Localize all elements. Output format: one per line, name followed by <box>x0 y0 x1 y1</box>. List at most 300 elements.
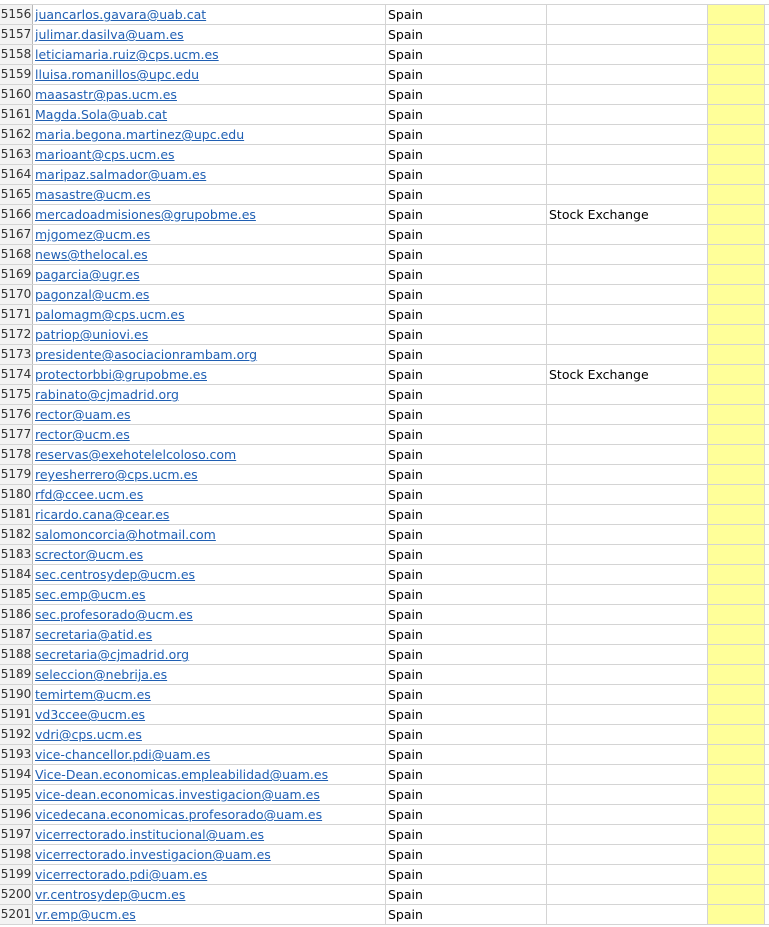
row-number[interactable]: 5195 <box>0 785 33 804</box>
table-row <box>0 85 769 105</box>
note-cell[interactable] <box>547 865 708 884</box>
empty-cell[interactable] <box>765 665 769 684</box>
empty-cell[interactable] <box>765 845 769 864</box>
empty-cell[interactable] <box>765 885 769 904</box>
highlighted-cell[interactable] <box>708 205 765 224</box>
empty-cell[interactable] <box>765 385 769 404</box>
country-cell[interactable]: Spain <box>386 285 547 304</box>
country-cell[interactable]: Spain <box>386 265 547 284</box>
highlighted-cell[interactable] <box>708 825 765 844</box>
empty-cell[interactable] <box>765 425 769 444</box>
email-link-cell[interactable]: pagarcia@ugr.es <box>33 265 386 284</box>
row-number[interactable]: 5169 <box>0 265 33 284</box>
empty-cell[interactable] <box>765 545 769 564</box>
empty-cell[interactable] <box>765 405 769 424</box>
table-row <box>0 145 769 165</box>
row-number[interactable]: 5194 <box>0 765 33 784</box>
email-link-cell[interactable]: maria.begona.martinez@upc.edu <box>33 125 386 144</box>
empty-cell[interactable] <box>765 5 769 24</box>
highlighted-cell[interactable] <box>708 905 765 924</box>
note-cell[interactable] <box>547 485 708 504</box>
note-cell[interactable] <box>547 765 708 784</box>
country-cell[interactable]: Spain <box>386 345 547 364</box>
note-cell[interactable] <box>547 165 708 184</box>
country-cell[interactable]: Spain <box>386 485 547 504</box>
row-number[interactable]: 5193 <box>0 745 33 764</box>
email-link-cell[interactable]: lluisa.romanillos@upc.edu <box>33 65 386 84</box>
email-link-cell[interactable]: secretaria@cjmadrid.org <box>33 645 386 664</box>
highlighted-cell[interactable] <box>708 805 765 824</box>
email-link-cell[interactable]: sec.profesorado@ucm.es <box>33 605 386 624</box>
empty-cell[interactable] <box>765 225 769 244</box>
table-row <box>0 745 769 765</box>
country-cell[interactable]: Spain <box>386 405 547 424</box>
table-row <box>0 225 769 245</box>
note-cell[interactable] <box>547 285 708 304</box>
country-cell[interactable]: Spain <box>386 705 547 724</box>
table-row <box>0 905 769 925</box>
email-link-cell[interactable]: marioant@cps.ucm.es <box>33 145 386 164</box>
row-number[interactable]: 5177 <box>0 425 33 444</box>
highlighted-cell[interactable] <box>708 265 765 284</box>
row-number[interactable]: 5197 <box>0 825 33 844</box>
empty-cell[interactable] <box>765 25 769 44</box>
email-link-cell[interactable]: sec.emp@ucm.es <box>33 585 386 604</box>
row-number[interactable]: 5187 <box>0 625 33 644</box>
email-link-cell[interactable]: vd3ccee@ucm.es <box>33 705 386 724</box>
highlighted-cell[interactable] <box>708 645 765 664</box>
highlighted-cell[interactable] <box>708 125 765 144</box>
highlighted-cell[interactable] <box>708 325 765 344</box>
country-cell[interactable]: Spain <box>386 445 547 464</box>
email-link-cell[interactable]: maasastr@pas.ucm.es <box>33 85 386 104</box>
country-cell[interactable]: Spain <box>386 765 547 784</box>
email-link-cell[interactable]: masastre@ucm.es <box>33 185 386 204</box>
note-cell[interactable] <box>547 785 708 804</box>
country-cell[interactable]: Spain <box>386 245 547 264</box>
country-cell[interactable]: Spain <box>386 125 547 144</box>
empty-cell[interactable] <box>765 785 769 804</box>
table-row <box>0 605 769 625</box>
note-cell[interactable] <box>547 265 708 284</box>
note-cell[interactable] <box>547 525 708 544</box>
note-cell[interactable] <box>547 85 708 104</box>
country-cell[interactable]: Spain <box>386 645 547 664</box>
highlighted-cell[interactable] <box>708 285 765 304</box>
highlighted-cell[interactable] <box>708 25 765 44</box>
table-row <box>0 105 769 125</box>
row-number[interactable]: 5178 <box>0 445 33 464</box>
highlighted-cell[interactable] <box>708 745 765 764</box>
country-cell[interactable]: Spain <box>386 425 547 444</box>
highlighted-cell[interactable] <box>708 765 765 784</box>
table-row <box>0 65 769 85</box>
note-cell[interactable] <box>547 5 708 24</box>
note-cell[interactable] <box>547 845 708 864</box>
row-number[interactable]: 5164 <box>0 165 33 184</box>
empty-cell[interactable] <box>765 705 769 724</box>
note-cell[interactable] <box>547 325 708 344</box>
empty-cell[interactable] <box>765 645 769 664</box>
empty-cell[interactable] <box>765 485 769 504</box>
country-cell[interactable]: Spain <box>386 525 547 544</box>
highlighted-cell[interactable] <box>708 605 765 624</box>
empty-cell[interactable] <box>765 345 769 364</box>
country-cell[interactable]: Spain <box>386 85 547 104</box>
email-link-cell[interactable]: reservas@exehotelelcoloso.com <box>33 445 386 464</box>
row-number[interactable]: 5160 <box>0 85 33 104</box>
country-cell[interactable]: Spain <box>386 105 547 124</box>
country-cell[interactable]: Spain <box>386 605 547 624</box>
country-cell[interactable]: Spain <box>386 745 547 764</box>
table-row <box>0 585 769 605</box>
empty-cell[interactable] <box>765 285 769 304</box>
row-number[interactable]: 5173 <box>0 345 33 364</box>
country-cell[interactable]: Spain <box>386 365 547 384</box>
highlighted-cell[interactable] <box>708 525 765 544</box>
note-cell[interactable] <box>547 905 708 924</box>
note-cell[interactable] <box>547 505 708 524</box>
table-row <box>0 525 769 545</box>
email-link-cell[interactable]: vr.centrosydep@ucm.es <box>33 885 386 904</box>
highlighted-cell[interactable] <box>708 665 765 684</box>
row-number[interactable]: 5156 <box>0 5 33 24</box>
empty-cell[interactable] <box>765 745 769 764</box>
empty-cell[interactable] <box>765 465 769 484</box>
row-number[interactable]: 5163 <box>0 145 33 164</box>
highlighted-cell[interactable] <box>708 565 765 584</box>
row-number[interactable]: 5157 <box>0 25 33 44</box>
email-link-cell[interactable]: secretaria@atid.es <box>33 625 386 644</box>
email-link-cell[interactable]: leticiamaria.ruiz@cps.ucm.es <box>33 45 386 64</box>
highlighted-cell[interactable] <box>708 5 765 24</box>
country-cell[interactable]: Spain <box>386 825 547 844</box>
empty-cell[interactable] <box>765 365 769 384</box>
country-cell[interactable]: Spain <box>386 5 547 24</box>
country-cell[interactable]: Spain <box>386 885 547 904</box>
email-link-cell[interactable]: patriop@uniovi.es <box>33 325 386 344</box>
empty-cell[interactable] <box>765 865 769 884</box>
row-number[interactable]: 5174 <box>0 365 33 384</box>
highlighted-cell[interactable] <box>708 505 765 524</box>
row-number[interactable]: 5183 <box>0 545 33 564</box>
note-cell[interactable] <box>547 465 708 484</box>
email-link-cell[interactable]: rector@uam.es <box>33 405 386 424</box>
note-cell[interactable] <box>547 685 708 704</box>
note-cell[interactable] <box>547 745 708 764</box>
highlighted-cell[interactable] <box>708 705 765 724</box>
empty-cell[interactable] <box>765 165 769 184</box>
empty-cell[interactable] <box>765 725 769 744</box>
note-cell[interactable] <box>547 825 708 844</box>
highlighted-cell[interactable] <box>708 105 765 124</box>
email-link-cell[interactable]: scrector@ucm.es <box>33 545 386 564</box>
highlighted-cell[interactable] <box>708 845 765 864</box>
email-link-cell[interactable]: vice-dean.economicas.investigacion@uam.es <box>33 785 386 804</box>
empty-cell[interactable] <box>765 765 769 784</box>
table-row <box>0 345 769 365</box>
email-link-cell[interactable]: rector@ucm.es <box>33 425 386 444</box>
email-link-cell[interactable]: julimar.dasilva@uam.es <box>33 25 386 44</box>
row-number[interactable]: 5180 <box>0 485 33 504</box>
note-cell[interactable] <box>547 305 708 324</box>
note-cell[interactable] <box>547 245 708 264</box>
note-cell[interactable] <box>547 625 708 644</box>
note-cell[interactable] <box>547 665 708 684</box>
empty-cell[interactable] <box>765 825 769 844</box>
highlighted-cell[interactable] <box>708 145 765 164</box>
highlighted-cell[interactable] <box>708 865 765 884</box>
highlighted-cell[interactable] <box>708 485 765 504</box>
note-cell[interactable] <box>547 725 708 744</box>
email-link-cell[interactable]: sec.centrosydep@ucm.es <box>33 565 386 584</box>
row-number[interactable]: 5161 <box>0 105 33 124</box>
note-cell[interactable] <box>547 105 708 124</box>
email-link-cell[interactable]: mercadoadmisiones@grupobme.es <box>33 205 386 224</box>
row-number[interactable]: 5175 <box>0 385 33 404</box>
row-number[interactable]: 5165 <box>0 185 33 204</box>
highlighted-cell[interactable] <box>708 725 765 744</box>
empty-cell[interactable] <box>765 125 769 144</box>
table-row <box>0 845 769 865</box>
highlighted-cell[interactable] <box>708 425 765 444</box>
country-cell[interactable]: Spain <box>386 385 547 404</box>
country-cell[interactable]: Spain <box>386 205 547 224</box>
country-cell[interactable]: Spain <box>386 845 547 864</box>
highlighted-cell[interactable] <box>708 465 765 484</box>
note-cell[interactable] <box>547 145 708 164</box>
row-number[interactable]: 5190 <box>0 685 33 704</box>
empty-cell[interactable] <box>765 325 769 344</box>
country-cell[interactable]: Spain <box>386 865 547 884</box>
note-cell[interactable] <box>547 605 708 624</box>
email-link-cell[interactable]: protectorbbi@grupobme.es <box>33 365 386 384</box>
highlighted-cell[interactable] <box>708 385 765 404</box>
table-row <box>0 185 769 205</box>
row-number[interactable]: 5171 <box>0 305 33 324</box>
note-cell[interactable] <box>547 45 708 64</box>
row-number[interactable]: 5167 <box>0 225 33 244</box>
highlighted-cell[interactable] <box>708 85 765 104</box>
email-link-cell[interactable]: news@thelocal.es <box>33 245 386 264</box>
highlighted-cell[interactable] <box>708 785 765 804</box>
email-link-cell[interactable]: presidente@asociacionrambam.org <box>33 345 386 364</box>
row-number[interactable]: 5196 <box>0 805 33 824</box>
row-number[interactable]: 5182 <box>0 525 33 544</box>
note-cell[interactable]: Stock Exchange <box>547 205 708 224</box>
row-number[interactable]: 5185 <box>0 585 33 604</box>
note-cell[interactable] <box>547 25 708 44</box>
country-cell[interactable]: Spain <box>386 625 547 644</box>
note-cell[interactable] <box>547 185 708 204</box>
country-cell[interactable]: Spain <box>386 565 547 584</box>
email-link-cell[interactable]: reyesherrero@cps.ucm.es <box>33 465 386 484</box>
email-link-cell[interactable]: mjgomez@ucm.es <box>33 225 386 244</box>
note-cell[interactable] <box>547 705 708 724</box>
highlighted-cell[interactable] <box>708 625 765 644</box>
row-number[interactable]: 5186 <box>0 605 33 624</box>
empty-cell[interactable] <box>765 145 769 164</box>
country-cell[interactable]: Spain <box>386 145 547 164</box>
empty-cell[interactable] <box>765 45 769 64</box>
highlighted-cell[interactable] <box>708 185 765 204</box>
email-link-cell[interactable]: vicerrectorado.pdi@uam.es <box>33 865 386 884</box>
table-row <box>0 25 769 45</box>
empty-cell[interactable] <box>765 585 769 604</box>
row-number[interactable]: 5166 <box>0 205 33 224</box>
country-cell[interactable]: Spain <box>386 165 547 184</box>
note-cell[interactable] <box>547 445 708 464</box>
row-number[interactable]: 5200 <box>0 885 33 904</box>
email-link-cell[interactable]: Vice-Dean.economicas.empleabilidad@uam.es <box>33 765 386 784</box>
table-row <box>0 285 769 305</box>
row-number[interactable]: 5159 <box>0 65 33 84</box>
row-number[interactable]: 5168 <box>0 245 33 264</box>
country-cell[interactable]: Spain <box>386 785 547 804</box>
email-link-cell[interactable]: seleccion@nebrija.es <box>33 665 386 684</box>
note-cell[interactable] <box>547 805 708 824</box>
empty-cell[interactable] <box>765 685 769 704</box>
highlighted-cell[interactable] <box>708 345 765 364</box>
highlighted-cell[interactable] <box>708 585 765 604</box>
row-number[interactable]: 5170 <box>0 285 33 304</box>
country-cell[interactable]: Spain <box>386 305 547 324</box>
empty-cell[interactable] <box>765 605 769 624</box>
row-number[interactable]: 5176 <box>0 405 33 424</box>
email-link-cell[interactable]: vice-chancellor.pdi@uam.es <box>33 745 386 764</box>
empty-cell[interactable] <box>765 445 769 464</box>
empty-cell[interactable] <box>765 65 769 84</box>
row-number[interactable]: 5188 <box>0 645 33 664</box>
country-cell[interactable]: Spain <box>386 505 547 524</box>
country-cell[interactable]: Spain <box>386 465 547 484</box>
note-cell[interactable] <box>547 405 708 424</box>
highlighted-cell[interactable] <box>708 305 765 324</box>
country-cell[interactable]: Spain <box>386 25 547 44</box>
note-cell[interactable] <box>547 885 708 904</box>
table-row <box>0 365 769 385</box>
email-link-cell[interactable]: vicedecana.economicas.profesorado@uam.es <box>33 805 386 824</box>
table-row <box>0 505 769 525</box>
note-cell[interactable] <box>547 125 708 144</box>
table-row <box>0 425 769 445</box>
country-cell[interactable]: Spain <box>386 805 547 824</box>
empty-cell[interactable] <box>765 305 769 324</box>
note-cell[interactable] <box>547 65 708 84</box>
row-number[interactable]: 5192 <box>0 725 33 744</box>
country-cell[interactable]: Spain <box>386 45 547 64</box>
empty-cell[interactable] <box>765 525 769 544</box>
row-number[interactable]: 5189 <box>0 665 33 684</box>
empty-cell[interactable] <box>765 245 769 264</box>
empty-cell[interactable] <box>765 625 769 644</box>
row-number[interactable]: 5181 <box>0 505 33 524</box>
highlighted-cell[interactable] <box>708 685 765 704</box>
country-cell[interactable]: Spain <box>386 65 547 84</box>
note-cell[interactable] <box>547 645 708 664</box>
email-link-cell[interactable]: vicerrectorado.investigacion@uam.es <box>33 845 386 864</box>
country-cell[interactable]: Spain <box>386 185 547 204</box>
empty-cell[interactable] <box>765 105 769 124</box>
email-link-cell[interactable]: temirtem@ucm.es <box>33 685 386 704</box>
row-number[interactable]: 5172 <box>0 325 33 344</box>
row-number[interactable]: 5184 <box>0 565 33 584</box>
table-row <box>0 725 769 745</box>
email-link-cell[interactable]: Magda.Sola@uab.cat <box>33 105 386 124</box>
table-row <box>0 825 769 845</box>
empty-cell[interactable] <box>765 905 769 924</box>
empty-cell[interactable] <box>765 185 769 204</box>
email-link-cell[interactable]: palomagm@cps.ucm.es <box>33 305 386 324</box>
empty-cell[interactable] <box>765 205 769 224</box>
email-link-cell[interactable]: juancarlos.gavara@uab.cat <box>33 5 386 24</box>
highlighted-cell[interactable] <box>708 545 765 564</box>
country-cell[interactable]: Spain <box>386 905 547 924</box>
country-cell[interactable]: Spain <box>386 665 547 684</box>
country-cell[interactable]: Spain <box>386 725 547 744</box>
country-cell[interactable]: Spain <box>386 325 547 344</box>
empty-cell[interactable] <box>765 805 769 824</box>
email-link-cell[interactable]: ricardo.cana@cear.es <box>33 505 386 524</box>
note-cell[interactable] <box>547 585 708 604</box>
empty-cell[interactable] <box>765 565 769 584</box>
email-link-cell[interactable]: vdri@cps.ucm.es <box>33 725 386 744</box>
country-cell[interactable]: Spain <box>386 585 547 604</box>
empty-cell[interactable] <box>765 85 769 104</box>
note-cell[interactable] <box>547 385 708 404</box>
row-number[interactable]: 5191 <box>0 705 33 724</box>
empty-cell[interactable] <box>765 505 769 524</box>
row-number[interactable]: 5198 <box>0 845 33 864</box>
country-cell[interactable]: Spain <box>386 545 547 564</box>
note-cell[interactable] <box>547 345 708 364</box>
highlighted-cell[interactable] <box>708 65 765 84</box>
email-link-cell[interactable]: rfd@ccee.ucm.es <box>33 485 386 504</box>
note-cell[interactable] <box>547 225 708 244</box>
highlighted-cell[interactable] <box>708 45 765 64</box>
table-row <box>0 165 769 185</box>
email-link-cell[interactable]: vr.emp@ucm.es <box>33 905 386 924</box>
table-row <box>0 865 769 885</box>
note-cell[interactable] <box>547 425 708 444</box>
highlighted-cell[interactable] <box>708 445 765 464</box>
note-cell[interactable] <box>547 565 708 584</box>
row-number[interactable]: 5179 <box>0 465 33 484</box>
row-number[interactable]: 5162 <box>0 125 33 144</box>
highlighted-cell[interactable] <box>708 225 765 244</box>
highlighted-cell[interactable] <box>708 405 765 424</box>
highlighted-cell[interactable] <box>708 165 765 184</box>
email-link-cell[interactable]: vicerrectorado.institucional@uam.es <box>33 825 386 844</box>
row-number[interactable]: 5201 <box>0 905 33 924</box>
highlighted-cell[interactable] <box>708 365 765 384</box>
note-cell[interactable] <box>547 545 708 564</box>
row-number[interactable]: 5158 <box>0 45 33 64</box>
table-row <box>0 405 769 425</box>
email-link-cell[interactable]: maripaz.salmador@uam.es <box>33 165 386 184</box>
country-cell[interactable]: Spain <box>386 225 547 244</box>
empty-cell[interactable] <box>765 265 769 284</box>
highlighted-cell[interactable] <box>708 245 765 264</box>
table-row <box>0 325 769 345</box>
email-link-cell[interactable]: rabinato@cjmadrid.org <box>33 385 386 404</box>
highlighted-cell[interactable] <box>708 885 765 904</box>
email-link-cell[interactable]: salomoncorcia@hotmail.com <box>33 525 386 544</box>
row-number[interactable]: 5199 <box>0 865 33 884</box>
country-cell[interactable]: Spain <box>386 685 547 704</box>
email-link-cell[interactable]: pagonzal@ucm.es <box>33 285 386 304</box>
note-cell[interactable]: Stock Exchange <box>547 365 708 384</box>
